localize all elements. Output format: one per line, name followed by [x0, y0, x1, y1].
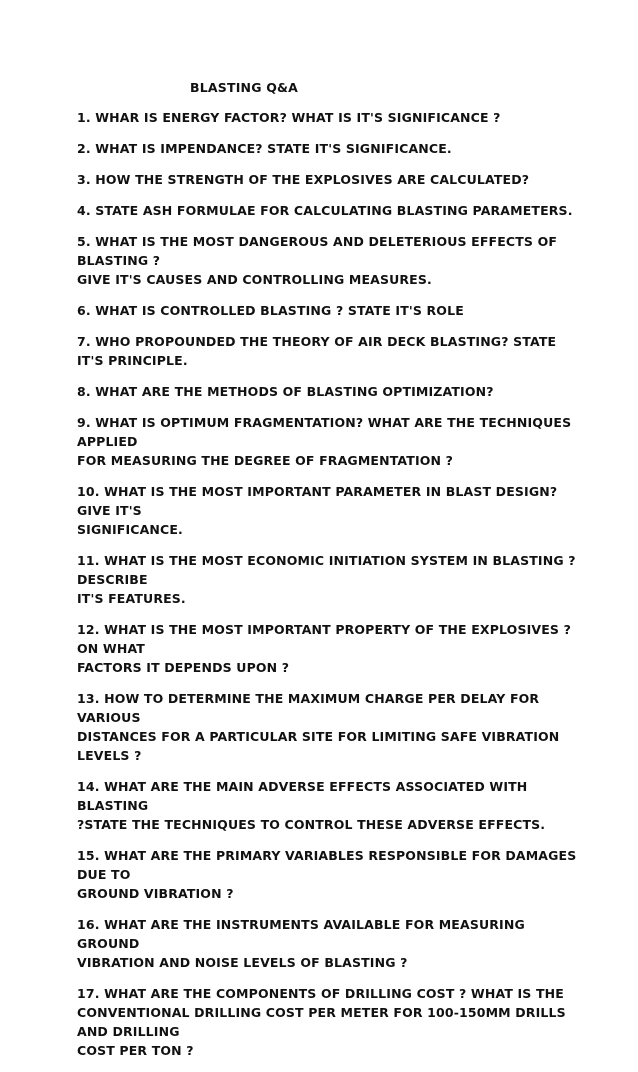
question-item: 1. WHAR IS ENERGY FACTOR? WHAT IS IT'S SIGNIFICANCE ? — [77, 110, 501, 125]
question-list — [77, 108, 577, 1072]
question-item: 12. WHAT IS THE MOST IMPORTANT PROPERTY OF THE EXPLOSIVES ? ON WHAT FACTORS IT DEPENDS UPON ? — [77, 622, 571, 675]
question-item: 15. WHAT ARE THE PRIMARY VARIABLES RESPONSIBLE FOR DAMAGES DUE TO GROUND VIBRATION ? — [77, 848, 577, 901]
question-item: 5. WHAT IS THE MOST DANGEROUS AND DELETERIOUS EFFECTS OF BLASTING ? GIVE IT'S CAUSES AND CONTROLLING MEASURES. — [77, 234, 558, 287]
question-item: 13. HOW TO DETERMINE THE MAXIMUM CHARGE PER DELAY FOR VARIOUS DISTANCES FOR A PARTICULAR SITE FOR LIMITING SAFE VIBRATION LEVELS ? — [77, 691, 560, 763]
question-item: 9. WHAT IS OPTIMUM FRAGMENTATION? WHAT ARE THE TECHNIQUES APPLIED FOR MEASURING THE DEGREE OF FRAGMENTATION ? — [77, 415, 572, 468]
question-item: 6. WHAT IS CONTROLLED BLASTING ? STATE IT'S ROLE — [77, 303, 464, 318]
document-title: BLASTING Q&A — [190, 80, 299, 95]
question-item: 4. STATE ASH FORMULAE FOR CALCULATING BLASTING PARAMETERS. — [77, 203, 573, 218]
question-item: 10. WHAT IS THE MOST IMPORTANT PARAMETER IN BLAST DESIGN? GIVE IT'S SIGNIFICANCE. — [77, 484, 558, 537]
question-item: 14. WHAT ARE THE MAIN ADVERSE EFFECTS ASSOCIATED WITH BLASTING ?STATE THE TECHNIQUES TO CONTROL THESE ADVERSE EFFECTS. — [77, 779, 546, 832]
question-item: 3. HOW THE STRENGTH OF THE EXPLOSIVES ARE CALCULATED? — [77, 172, 530, 187]
question-item: 11. WHAT IS THE MOST ECONOMIC INITIATION SYSTEM IN BLASTING ? DESCRIBE IT'S FEATURES. — [77, 553, 576, 606]
question-item: 16. WHAT ARE THE INSTRUMENTS AVAILABLE FOR MEASURING GROUND VIBRATION AND NOISE LEVELS OF BLASTING ? — [77, 917, 525, 970]
question-item: 2. WHAT IS IMPENDANCE? STATE IT'S SIGNIFICANCE. — [77, 141, 452, 156]
question-item: 17. WHAT ARE THE COMPONENTS OF DRILLING COST ? WHAT IS THE CONVENTIONAL DRILLING COST PER METER FOR 100-150MM DRILLS AND DRILLING COST PER TON ? — [77, 986, 566, 1058]
question-item: 7. WHO PROPOUNDED THE THEORY OF AIR DECK BLASTING? STATE IT'S PRINCIPLE. — [77, 334, 557, 368]
question-item: 8. WHAT ARE THE METHODS OF BLASTING OPTIMIZATION? — [77, 384, 494, 399]
